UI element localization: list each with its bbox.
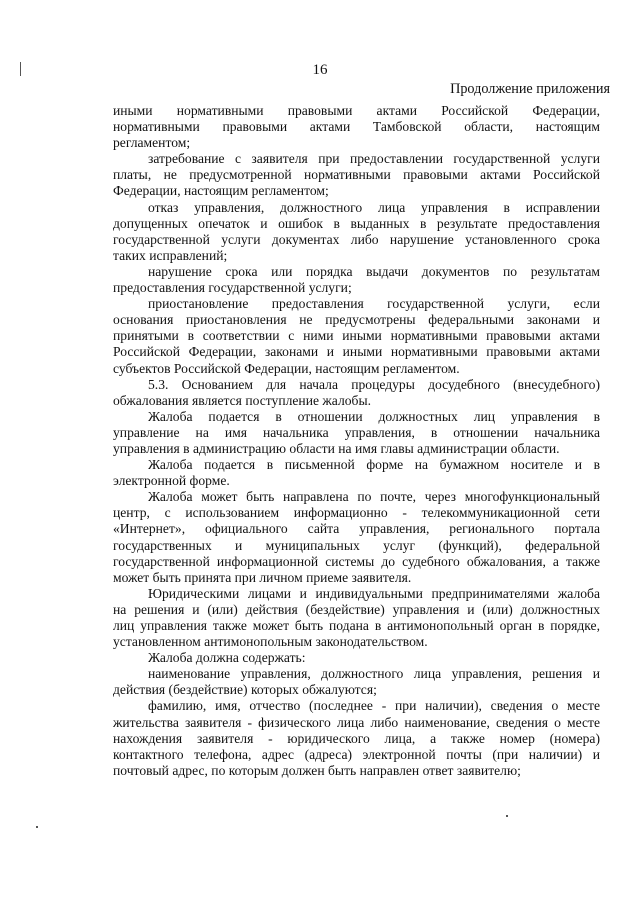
text-line: наименование управления, должностного лица управления, решения и	[148, 666, 600, 682]
page-number: 16	[312, 62, 328, 78]
continuation-label: Продолжение приложения	[450, 81, 610, 97]
text-line: на решения и (или) действия (бездействие) управления и (или) должностных	[113, 601, 600, 617]
paragraph	[113, 698, 600, 778]
paragraph	[113, 296, 600, 376]
text-line: управления в администрацию области на имя главы администрации области.	[113, 440, 560, 456]
text-line: действия (бездействие) которых обжалуются;	[113, 682, 377, 698]
text-line: управление на имя начальника управления, в отношении начальника	[113, 424, 600, 440]
scan-artifact	[20, 62, 21, 76]
paragraph	[113, 489, 600, 586]
text-line: Жалоба должна содержать:	[148, 650, 306, 666]
text-line: «Интернет», официального сайта управления, регионального портала	[113, 521, 600, 537]
text-line: нахождения заявителя - юридического лица, а также номер (номера)	[113, 730, 600, 746]
paragraph	[113, 650, 600, 666]
text-line: принятыми в соответствии с ними иными нормативными правовыми актами	[113, 328, 600, 344]
text-line: почтовый адрес, по которым должен быть направлен ответ заявителю;	[113, 762, 521, 778]
text-line: Юридическими лицами и индивидуальными предпринимателями жалоба	[148, 585, 600, 601]
paragraph	[113, 200, 600, 264]
text-line: субъектов Российской Федерации, настоящим регламентом.	[113, 360, 460, 376]
text-line: фамилию, имя, отчество (последнее - при наличии), сведения о месте	[148, 698, 600, 714]
text-line: Жалоба подается в письменной форме на бумажном носителе и в	[148, 457, 600, 473]
text-line: государственных и муниципальных услуг (функций), федеральной	[113, 537, 600, 553]
paragraph	[113, 264, 600, 296]
paragraph	[113, 409, 600, 457]
paragraph	[113, 103, 600, 151]
paragraph	[113, 666, 600, 698]
text-line: приостановление предоставления государственной услуги, если	[148, 296, 600, 312]
text-line: затребование с заявителя при предоставлении государственной услуги	[148, 151, 600, 167]
text-line: центр, с использованием информационно - телекоммуникационной сети	[113, 505, 600, 521]
text-line: Жалоба может быть направлена по почте, через многофункциональный	[148, 489, 600, 505]
scan-artifact	[506, 815, 508, 817]
text-line: основания приостановления не предусмотрены федеральными законами и	[113, 312, 600, 328]
text-line: 5.3. Основанием для начала процедуры досудебного (внесудебного)	[148, 376, 600, 392]
text-line: государственной информационной системы до судебного обжалования, а также	[113, 553, 600, 569]
text-line: предоставления государственной услуги;	[113, 280, 352, 296]
text-line: электронной форме.	[113, 473, 230, 489]
text-line: государственной услуги документах либо нарушение установленного срока	[113, 231, 600, 247]
paragraph	[113, 457, 600, 489]
text-line: иными нормативными правовыми актами Российской Федерации,	[113, 103, 600, 118]
text-line: регламентом;	[113, 135, 191, 151]
text-line: отказ управления, должностного лица управления в исправлении	[148, 199, 600, 215]
text-line: обжалования является поступление жалобы.	[113, 392, 371, 408]
text-line: установленном антимонопольным законодательством.	[113, 634, 428, 650]
text-line: нарушение срока или порядка выдачи документов по результатам	[148, 263, 600, 279]
text-line: платы, не предусмотренной нормативными правовыми актами Российской	[113, 167, 600, 183]
text-line: таких исправлений;	[113, 247, 228, 263]
text-line: Жалоба подается в отношении должностных лиц управления в	[148, 408, 600, 424]
text-line: допущенных опечаток и ошибок в выданных в результате предоставления	[113, 215, 600, 231]
text-line: контактного телефона, адрес (адреса) электронной почты (при наличии) и	[113, 746, 600, 762]
paragraph	[113, 151, 600, 199]
text-line: может быть принята при личном приеме заявителя.	[113, 569, 412, 585]
paragraph	[113, 586, 600, 650]
text-line: жительства заявителя - физического лица либо наименование, сведения о месте	[113, 714, 600, 730]
text-line: нормативными правовыми актами Тамбовской области, настоящим	[113, 119, 600, 135]
document-body	[113, 103, 600, 779]
paragraph	[113, 377, 600, 409]
text-line: лиц управления также может быть подана в антимонопольный орган в порядке,	[113, 618, 600, 633]
text-line: Российской Федерации, законами и иными нормативными правовыми актами	[113, 344, 600, 360]
scan-artifact	[36, 826, 38, 828]
text-line: Федерации, настоящим регламентом;	[113, 183, 329, 199]
